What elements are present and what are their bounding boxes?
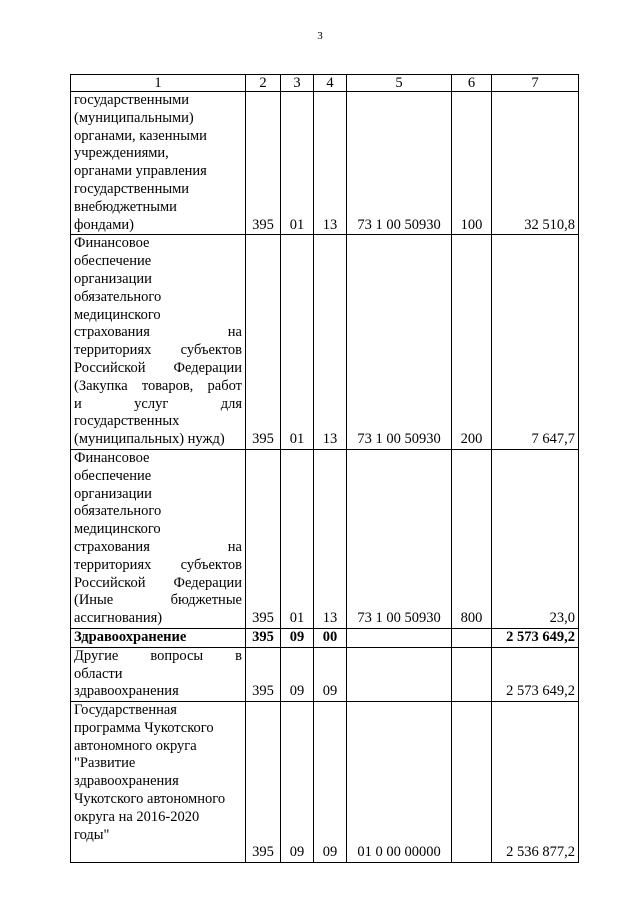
row-name-line: автономного округа bbox=[74, 737, 197, 754]
row-section-code: 01 bbox=[281, 235, 314, 450]
row-name-line: Здравоохранение bbox=[74, 628, 187, 645]
row-name-line: области bbox=[74, 665, 123, 682]
row-name-line: государственными bbox=[74, 92, 190, 108]
row-amount: 32 510,8 bbox=[492, 92, 579, 235]
row-name-line: округа на 2016-2020 bbox=[74, 808, 200, 825]
row-subsection-code: 00 bbox=[314, 628, 347, 647]
row-expense-type: 200 bbox=[452, 235, 492, 450]
row-subsection-code: 09 bbox=[314, 647, 347, 701]
row-section-code: 09 bbox=[281, 702, 314, 863]
header-cell-6: 6 bbox=[452, 75, 492, 92]
row-admin-code: 395 bbox=[246, 702, 281, 863]
row-admin-code: 395 bbox=[246, 449, 281, 628]
row-amount: 7 647,7 bbox=[492, 235, 579, 450]
budget-table bbox=[70, 74, 579, 863]
row-name-line: обязательного bbox=[74, 288, 162, 305]
header-cell-5: 5 bbox=[347, 75, 452, 92]
row-name-line: "Развитие bbox=[74, 755, 136, 772]
row-expense-type bbox=[452, 702, 492, 863]
row-name-line: обеспечение bbox=[74, 253, 152, 270]
row-target-article: 73 1 00 50930 bbox=[347, 449, 452, 628]
row-name-line: фондами) bbox=[74, 216, 134, 233]
row-name-line: (муниципальных) нужд) bbox=[74, 431, 225, 448]
row-name-cell bbox=[71, 647, 246, 701]
header-cell-3: 3 bbox=[281, 75, 314, 92]
row-expense-type bbox=[452, 647, 492, 701]
page-number: 3 bbox=[317, 30, 323, 42]
row-section-code: 01 bbox=[281, 92, 314, 235]
row-name-line: государственными bbox=[74, 180, 190, 197]
row-name-line: Государственная bbox=[74, 702, 177, 719]
row-amount: 2 573 649,2 bbox=[492, 647, 579, 701]
header-cell-2: 2 bbox=[246, 75, 281, 92]
row-name-line: Другие вопросы в bbox=[74, 647, 242, 664]
row-name-line: Финансовое bbox=[74, 235, 150, 252]
row-section-code: 09 bbox=[281, 628, 314, 647]
row-amount: 2 536 877,2 bbox=[492, 702, 579, 863]
row-subsection-code: 13 bbox=[314, 449, 347, 628]
row-target-article bbox=[347, 647, 452, 701]
row-name-line: Российской Федерации bbox=[74, 574, 242, 591]
row-name-line: (муниципальными) bbox=[74, 109, 194, 126]
row-name-line: Финансовое bbox=[74, 449, 150, 466]
row-name-line: территориях субъектов bbox=[74, 342, 242, 359]
row-name-line: ассигнования) bbox=[74, 610, 163, 627]
row-name-line: (Закупка товаров, работ bbox=[74, 377, 242, 394]
row-name-line: страхования на bbox=[74, 324, 242, 341]
row-admin-code: 395 bbox=[246, 235, 281, 450]
row-name-line: программа Чукотского bbox=[74, 719, 214, 736]
row-name-line: обеспечение bbox=[74, 467, 152, 484]
row-name-line: Российской Федерации bbox=[74, 359, 242, 376]
row-name-line: территориях субъектов bbox=[74, 556, 242, 573]
row-name-line: Чукотского автономного bbox=[74, 791, 226, 808]
row-name-line: организации bbox=[74, 485, 152, 502]
row-expense-type: 800 bbox=[452, 449, 492, 628]
table-row bbox=[71, 92, 579, 235]
row-name-line: страхования на bbox=[74, 538, 242, 555]
row-subsection-code: 13 bbox=[314, 235, 347, 450]
row-name-line: годы" bbox=[74, 826, 110, 843]
row-name-cell bbox=[71, 449, 246, 628]
row-name-line: и услуг для bbox=[74, 395, 242, 412]
row-target-article: 73 1 00 50930 bbox=[347, 235, 452, 450]
row-target-article: 01 0 00 00000 bbox=[347, 702, 452, 863]
table-header-row bbox=[71, 75, 579, 92]
row-amount: 23,0 bbox=[492, 449, 579, 628]
row-section-code: 01 bbox=[281, 449, 314, 628]
row-name-line: органами управления bbox=[74, 163, 207, 180]
row-name-line: медицинского bbox=[74, 521, 161, 538]
row-subsection-code: 09 bbox=[314, 702, 347, 863]
row-name-line: здравоохранения bbox=[74, 683, 179, 700]
row-name-cell bbox=[71, 628, 246, 647]
table-body bbox=[71, 92, 579, 863]
row-section-code: 09 bbox=[281, 647, 314, 701]
row-admin-code: 395 bbox=[246, 628, 281, 647]
row-target-article: 73 1 00 50930 bbox=[347, 92, 452, 235]
row-name-line: государственных bbox=[74, 413, 180, 430]
row-name-cell bbox=[71, 235, 246, 450]
row-subsection-code: 13 bbox=[314, 92, 347, 235]
row-name-line: организации bbox=[74, 270, 152, 287]
row-name-line: медицинского bbox=[74, 306, 161, 323]
row-name-line: учреждениями, bbox=[74, 145, 169, 162]
header-cell-4: 4 bbox=[314, 75, 347, 92]
table-row bbox=[71, 628, 579, 647]
table-row bbox=[71, 235, 579, 450]
row-name-line: внебюджетными bbox=[74, 198, 177, 215]
row-name-line: органами, казенными bbox=[74, 127, 207, 144]
row-name-cell bbox=[71, 702, 246, 863]
row-amount: 2 573 649,2 bbox=[492, 628, 579, 647]
row-name-line: (Иные бюджетные bbox=[74, 592, 242, 609]
table-row bbox=[71, 647, 579, 701]
row-name-line: обязательного bbox=[74, 503, 162, 520]
row-expense-type: 100 bbox=[452, 92, 492, 235]
row-name-line: здравоохранения bbox=[74, 773, 179, 790]
header-cell-1: 1 bbox=[71, 75, 246, 92]
row-admin-code: 395 bbox=[246, 92, 281, 235]
row-name-cell bbox=[71, 92, 246, 235]
row-target-article bbox=[347, 628, 452, 647]
table-row bbox=[71, 449, 579, 628]
row-expense-type bbox=[452, 628, 492, 647]
row-admin-code: 395 bbox=[246, 647, 281, 701]
header-cell-7: 7 bbox=[492, 75, 579, 92]
table-row bbox=[71, 702, 579, 863]
